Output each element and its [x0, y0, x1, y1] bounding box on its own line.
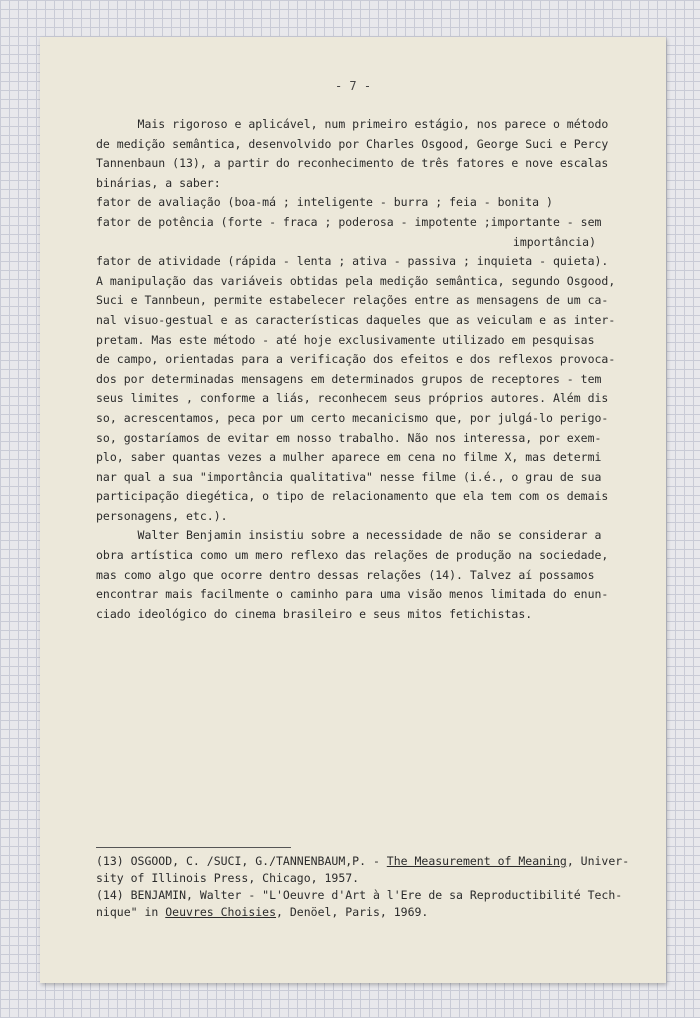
typewritten-page	[40, 37, 666, 983]
text-line: plo, saber quantas vezes a mulher aparece em cena no filme X, mas determi	[96, 450, 602, 465]
footnote-13-line-2: sity of Illinois Press, Chicago, 1957.	[96, 871, 360, 885]
text-line: Tannenbaun (13), a partir do reconhecimento de três fatores e nove escalas	[96, 156, 609, 171]
text-line: fator de atividade (rápida - lenta ; ativa - passiva ; inquieta - quieta).	[96, 254, 609, 269]
text-line: binárias, a saber:	[96, 175, 221, 190]
text-line: so, acrescentamos, peca por um certo mecanicismo que, por julgá-lo perigo-	[96, 410, 609, 425]
text-line: de medição semântica, desenvolvido por Charles Osgood, George Suci e Percy	[96, 136, 609, 151]
text-line: nar qual a sua "importância qualitativa" nesse filme (i.é., o grau de sua	[96, 469, 602, 484]
text-line: ciado ideológico do cinema brasileiro e seus mitos fetichistas.	[96, 606, 533, 621]
text-line: de campo, orientadas para a verificação dos efeitos e dos reflexos provoca-	[96, 352, 616, 367]
footnote-13-suffix: , Univer-	[566, 854, 630, 868]
text-line: importância)	[512, 234, 596, 249]
footnotes	[96, 853, 630, 921]
footnote-13-prefix: (13) OSGOOD, C. /SUCI, G./TANNENBAUM,P. -	[96, 854, 387, 868]
footnote-14-suffix: , Denöel, Paris, 1969.	[276, 905, 429, 919]
body-text	[96, 115, 616, 624]
footnote-14-line: (14) BENJAMIN, Walter - "L'Oeuvre d'Art à l'Ere de sa Reproductibilité Tech-	[96, 888, 623, 902]
text-line: so, gostaríamos de evitar em nosso trabalho. Não nos interessa, por exem-	[96, 430, 602, 445]
text-line: fator de potência (forte - fraca ; poderosa - impotente ;importante - sem	[96, 214, 602, 229]
text-line: Suci e Tannbeun, permite estabelecer relações entre as mensagens de um ca-	[96, 293, 609, 308]
text-line: Mais rigoroso e aplicável, num primeiro estágio, nos parece o método	[96, 117, 609, 131]
text-line: pretam. Mas este método - até hoje exclusivamente utilizado em pesquisas	[96, 332, 595, 347]
text-line: encontrar mais facilmente o caminho para uma visão menos limitada do enun-	[96, 587, 609, 602]
text-line: Walter Benjamin insistiu sobre a necessidade de não se considerar a	[96, 528, 602, 543]
text-line: nal visuo-gestual e as características daqueles que as veiculam e as inter-	[96, 312, 616, 327]
page-number: - 7 -	[334, 79, 372, 93]
text-line: personagens, etc.).	[96, 508, 228, 523]
text-line: participação diegética, o tipo de relacionamento que ela tem com os demais	[96, 489, 609, 504]
text-line: fator de avaliação (boa-má ; inteligente - burra ; feia - bonita )	[96, 195, 553, 210]
footnote-13-line	[96, 853, 630, 870]
text-line: obra artística como um mero reflexo das relações de produção na sociedade,	[96, 548, 609, 563]
footnote-14-line-2	[96, 904, 601, 921]
text-line: A manipulação das variáveis obtidas pela medição semântica, segundo Osgood,	[96, 273, 616, 288]
footnote-divider	[96, 847, 291, 848]
footnote-14-prefix: nique" in	[96, 905, 166, 919]
footnote-13-title: The Measurement of Meaning	[386, 854, 567, 868]
text-line: seus limites , conforme a liás, reconhecem seus próprios autores. Além dis	[96, 391, 609, 406]
text-line: dos por determinadas mensagens em determinados grupos de receptores - tem	[96, 371, 602, 386]
text-line: mas como algo que ocorre dentro dessas relações (14). Talvez aí possamos	[96, 567, 595, 582]
footnote-14-title: Oeuvres Choisies	[165, 905, 277, 919]
